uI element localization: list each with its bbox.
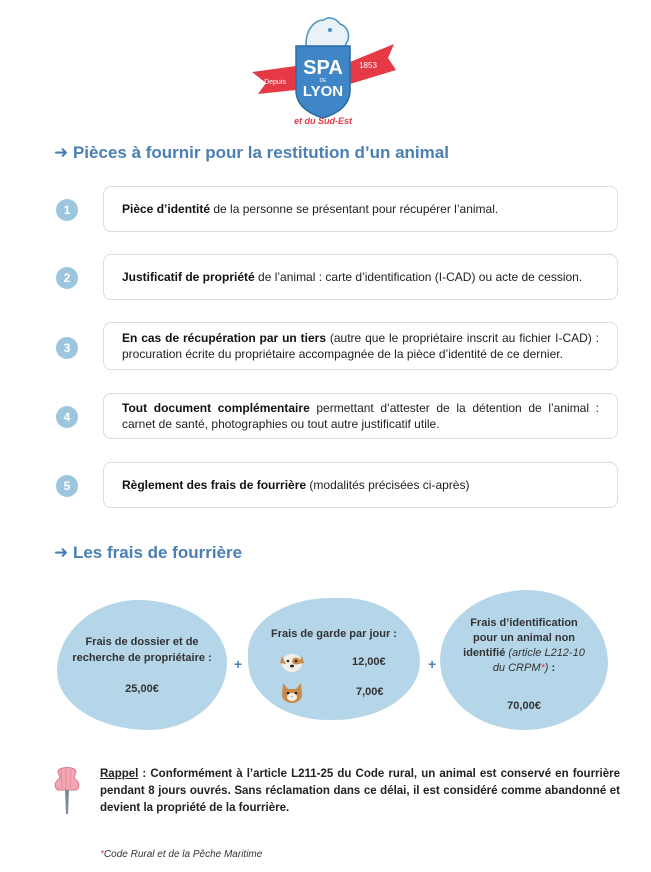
rappel-paragraph: [100, 766, 620, 817]
footnote-text: Code Rural et de la Pêche Maritime: [103, 849, 263, 860]
document-item: [103, 462, 618, 508]
rappel-label: Rappel: [100, 768, 139, 780]
fee-dossier-blob: [57, 600, 227, 730]
step-badge: 5: [56, 475, 78, 497]
item-bold: Tout document complémentaire: [122, 401, 310, 415]
item-text: permettant d’attester de la détention de l’animal : carnet de santé, photographies ou tout autre justificatif utile.: [122, 401, 599, 431]
fee-dossier-amount: 25,00€: [125, 683, 159, 695]
pushpin-icon: [50, 764, 84, 816]
logo-de-text: DE: [319, 78, 327, 84]
logo-graphic: [248, 14, 398, 126]
logo-region-text: et du Sud-Est: [294, 116, 352, 126]
fee-garde-blob: [248, 598, 420, 720]
logo-year-text: 1853: [359, 61, 377, 70]
document-item: [103, 186, 618, 232]
animal-silhouette: [306, 18, 349, 48]
plus-sign: +: [234, 656, 243, 672]
step-badge: 1: [56, 199, 78, 221]
logo-lyon-text: LYON: [302, 83, 344, 100]
step-badge: 3: [56, 337, 78, 359]
step-badge: 4: [56, 406, 78, 428]
section-title-pieces: ➜ Pièces à fournir pour la restitution d’un animal: [54, 143, 449, 162]
spa-lyon-logo: [248, 14, 398, 126]
fee-dossier-label: Frais de dossier et de recherche de propriétaire :: [72, 636, 212, 664]
step-badge: 2: [56, 267, 78, 289]
dog-icon: [278, 650, 306, 674]
item-text: de la personne se présentant pour récupérer l’animal.: [210, 202, 499, 216]
item-text: (autre que le propriétaire inscrit au fichier I-CAD) : procuration écrite du propriétaire accompagnée de la pièce d’identité de ce dernier.: [122, 331, 599, 361]
plus-sign: +: [428, 656, 437, 672]
document-item: [103, 393, 618, 439]
fee-identification-text: Frais d’identification pour un animal non identifié (article L212-10 du CRPM*) :: [463, 617, 585, 674]
footnote: [100, 849, 262, 860]
cat-price: 7,00€: [356, 686, 384, 698]
item-bold: Justificatif de propriété: [122, 270, 255, 284]
rappel-text: : Conformément à l’article L211-25 du Code rural, un animal est conservé en fourrière pendant 8 jours ouvrés. Sans réclamation dans ce délai, il est considéré comme abandonné et devient la propriété de la fourrière.: [100, 768, 620, 814]
fee-identification-amount: 70,00€: [507, 700, 541, 712]
logo-spa-text: SPA: [303, 57, 343, 79]
document-item: [103, 254, 618, 300]
item-bold: En cas de récupération par un tiers: [122, 331, 326, 345]
logo-depuis-text: Depuis: [264, 79, 286, 86]
cat-icon: [278, 680, 306, 704]
fee-identification-blob: [440, 590, 608, 730]
footnote-star: *: [100, 849, 104, 860]
item-text: de l’animal : carte d’identification (I-CAD) ou acte de cession.: [254, 270, 583, 284]
fee-identification-ref: (article L212-10 du CRPM*): [492, 647, 585, 674]
document-item: [103, 322, 618, 370]
dog-price: 12,00€: [352, 656, 386, 668]
section-title-frais: ➜ Les frais de fourrière: [54, 543, 243, 562]
item-text: (modalités précisées ci-après): [306, 478, 470, 492]
fee-identification-label: Frais d’identification pour un animal non identifié: [463, 617, 578, 659]
item-bold: Règlement des frais de fourrière: [122, 478, 307, 492]
item-bold: Pièce d’identité: [122, 202, 211, 216]
fee-garde-label: Frais de garde par jour :: [271, 628, 397, 640]
